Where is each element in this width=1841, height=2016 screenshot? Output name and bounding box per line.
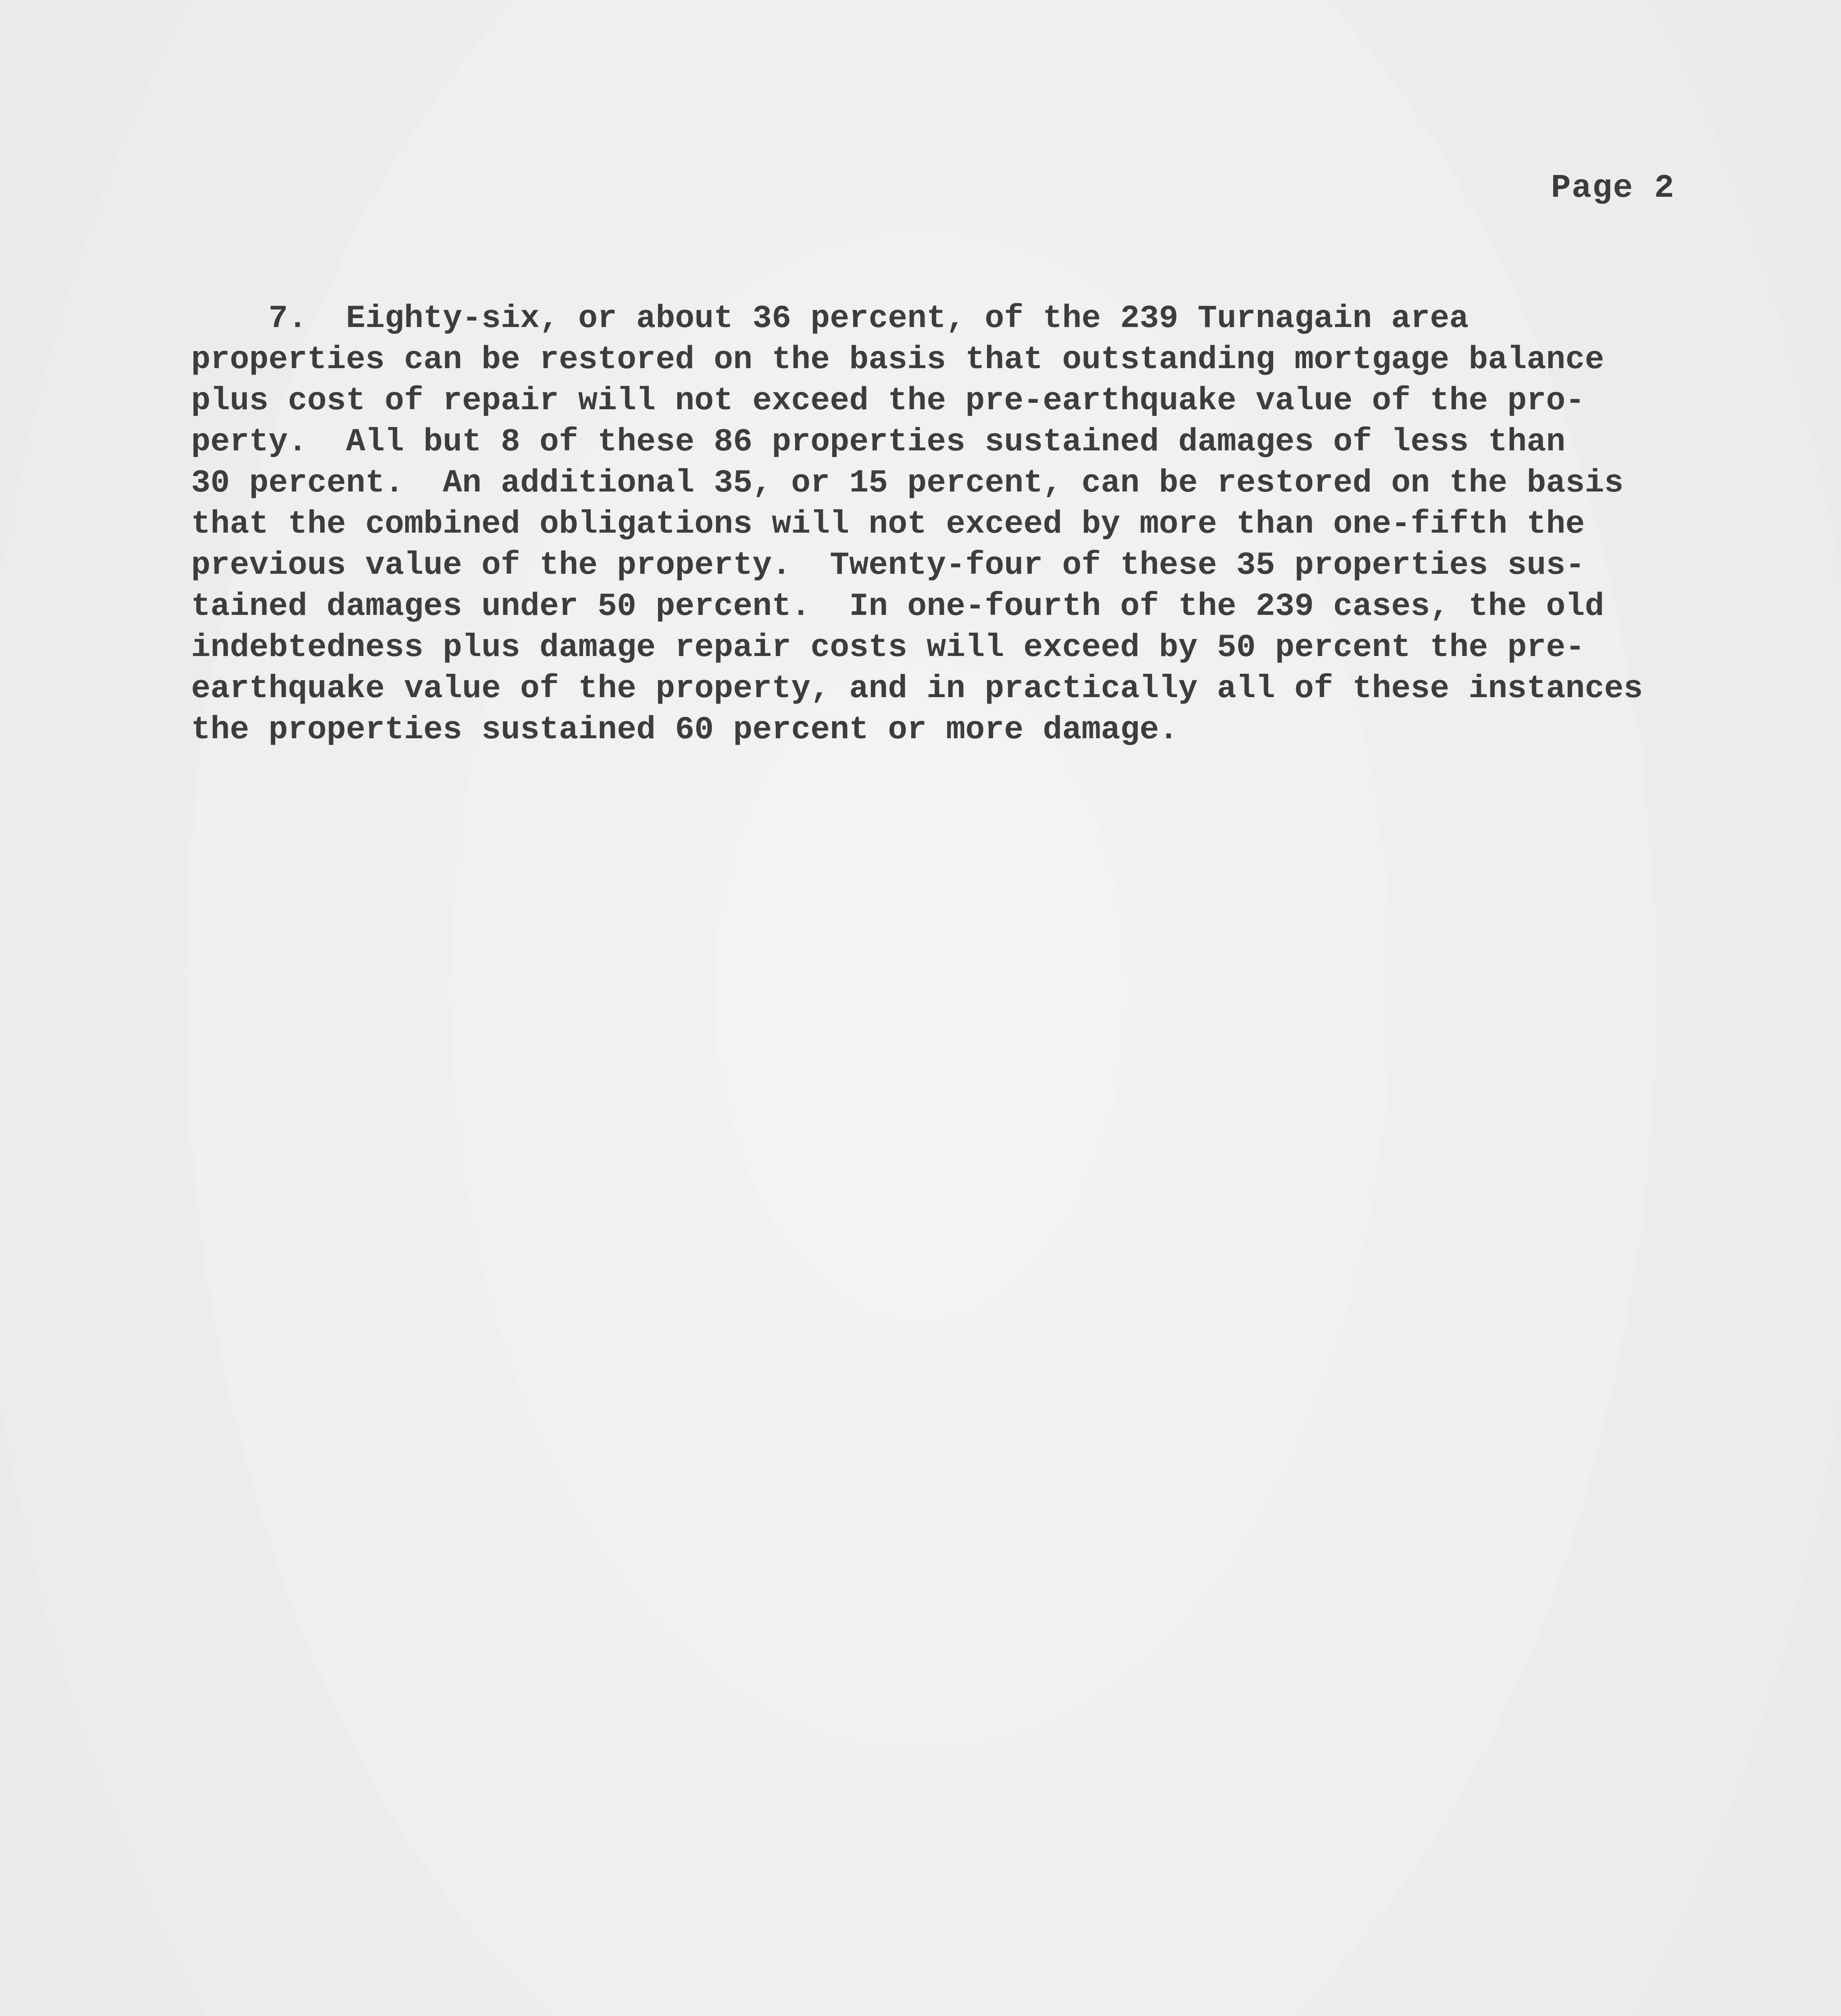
- paragraph-line: indebtedness plus damage repair costs will exceed by 50 percent the pre-: [191, 629, 1585, 666]
- paragraph-line: the properties sustained 60 percent or more damage.: [191, 712, 1179, 748]
- paragraph-line: perty. All but 8 of these 86 properties sustained damages of less than: [191, 424, 1566, 460]
- paragraph-item-7: [191, 298, 1715, 751]
- paragraph-line: that the combined obligations will not exceed by more than one-fifth the: [191, 506, 1585, 543]
- paragraph-line: earthquake value of the property, and in practically all of these instances: [191, 671, 1643, 707]
- paragraph-line: plus cost of repair will not exceed the pre-earthquake value of the pro-: [191, 383, 1585, 419]
- paragraph-line: previous value of the property. Twenty-four of these 35 properties sus-: [191, 547, 1585, 584]
- paragraph-line: 7. Eighty-six, or about 36 percent, of the 239 Turnagain area: [191, 300, 1469, 337]
- paragraph-line: 30 percent. An additional 35, or 15 percent, can be restored on the basis: [191, 465, 1624, 502]
- page-number: Page 2: [1551, 169, 1675, 207]
- paragraph-line: tained damages under 50 percent. In one-fourth of the 239 cases, the old: [191, 588, 1604, 625]
- paragraph-line: properties can be restored on the basis that outstanding mortgage balance: [191, 342, 1604, 378]
